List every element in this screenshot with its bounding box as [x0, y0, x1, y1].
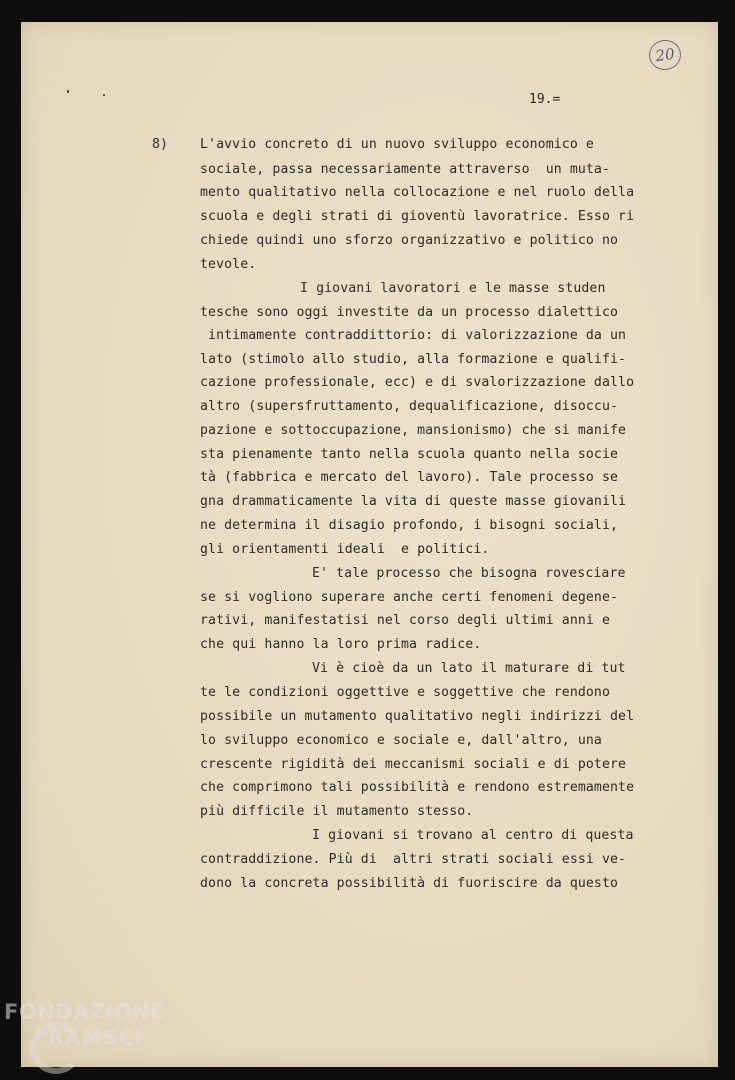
text-line: gna drammaticamente la vita di queste masse giovanili — [200, 494, 627, 509]
text-line: sta pienamente tanto nella scuola quanto nella socie — [200, 447, 619, 462]
ink-speck — [67, 90, 69, 93]
text-line: chiede quindi uno sforzo organizzativo e politico no — [200, 233, 619, 248]
archive-watermark-logo — [4, 1000, 194, 1080]
text-line: tà (fabbrica e mercato del lavoro). Tale processo se — [200, 470, 619, 485]
archive-page-number: 20 — [647, 38, 683, 72]
text-line: altro (supersfruttamento, dequalificazione, disoccu- — [200, 399, 619, 414]
text-line: lo sviluppo economico e sociale e, dall'altro, una — [200, 733, 602, 748]
text-line: ne determina il disagio profondo, i bisogni sociali, — [200, 518, 619, 533]
watermark-line2: RAMSCI — [48, 1026, 143, 1050]
text-line: mento qualitativo nella collocazione e nel ruolo della — [200, 185, 635, 200]
text-line: se si vogliono superare anche certi fenomeni degene- — [200, 590, 619, 605]
text-line: sociale, passa necessariamente attraverso un muta- — [200, 162, 611, 177]
text-line: più difficile il mutamento stesso. — [200, 804, 474, 819]
text-line: lato (stimolo allo studio, alla formazione e qualifi- — [200, 352, 627, 367]
text-line: che comprimono tali possibilità e rendono estremamente — [200, 780, 635, 795]
text-line: cazione professionale, ecc) e di svalorizzazione dallo — [200, 375, 635, 390]
text-line: gli orientamenti ideali e politici. — [200, 542, 490, 557]
text-line: te le condizioni oggettive e soggettive che rendono — [200, 685, 611, 700]
text-line: dono la concreta possibilità di fuoriscire da questo — [200, 876, 619, 891]
watermark-line1: FONDAZIONE — [4, 1000, 166, 1024]
text-line: che qui hanno la loro prima radice. — [200, 637, 482, 652]
text-line: intimamente contraddittorio: di valorizzazione da un — [200, 328, 627, 343]
text-line: pazione e sottoccupazione, mansionismo) che si manife — [200, 423, 627, 438]
text-line: contraddizione. Più di altri strati sociali essi ve- — [200, 852, 627, 867]
watermark-sub: onlus — [150, 1053, 175, 1063]
text-line: rativi, manifestatisi nel corso degli ultimi anni e — [200, 613, 611, 628]
text-line: scuola e degli strati di gioventù lavoratrice. Esso ri — [200, 209, 635, 224]
text-line: Vi è cioè da un lato il maturare di tut — [312, 661, 626, 676]
text-line: crescente rigidità dei meccanismi sociali e di potere — [200, 757, 627, 772]
text-line: tevole. — [200, 257, 257, 272]
text-line: possibile un mutamento qualitativo negli indirizzi del — [200, 709, 635, 724]
text-line: E' tale processo che bisogna rovesciare — [312, 566, 626, 581]
ink-speck — [103, 94, 105, 96]
text-line: L'avvio concreto di un nuovo sviluppo economico e — [200, 137, 594, 152]
text-line: I giovani lavoratori e le masse studen — [300, 281, 606, 296]
text-line: I giovani si trovano al centro di questa — [312, 828, 634, 843]
page-number: 19.= — [529, 92, 561, 107]
document-page — [21, 22, 718, 1067]
section-marker: 8) — [152, 137, 168, 152]
text-line: tesche sono oggi investite da un processo dialettico — [200, 305, 619, 320]
